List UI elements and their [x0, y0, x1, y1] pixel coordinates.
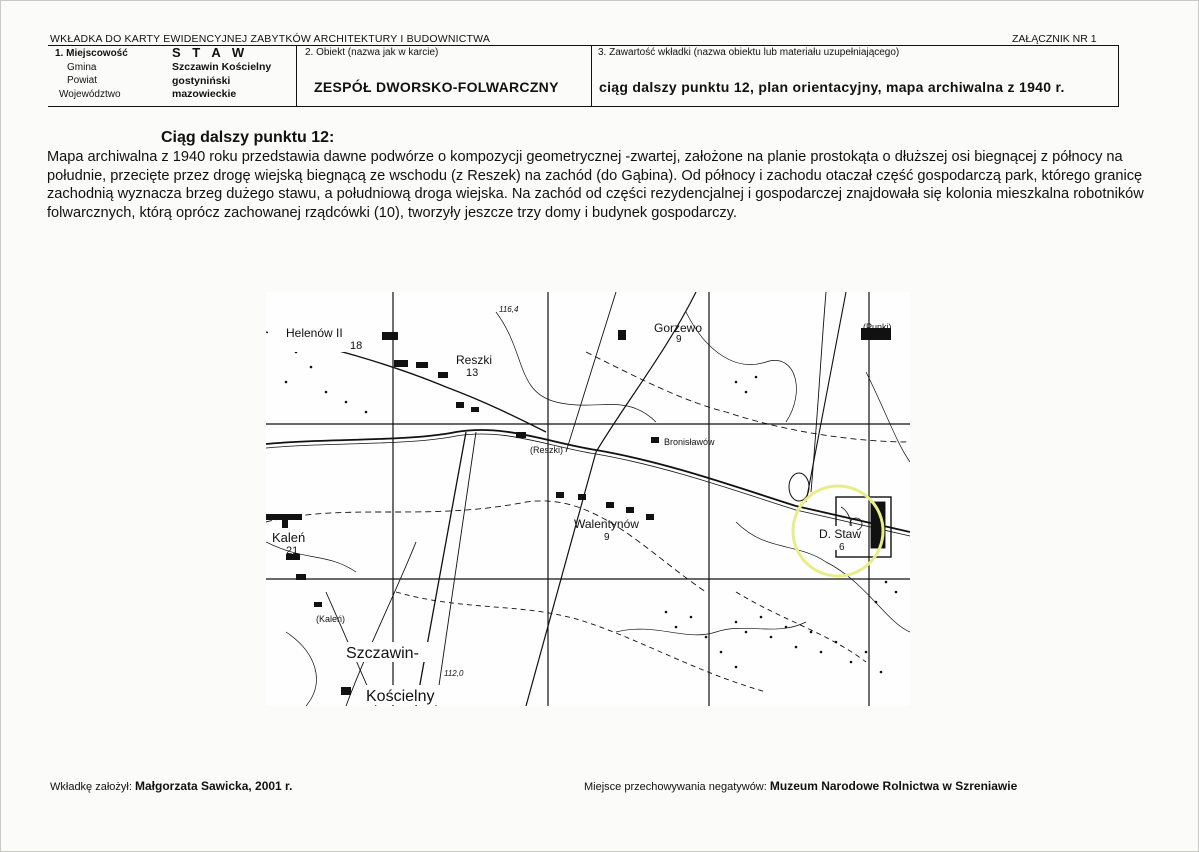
map-label-gorzewo-num: 9: [676, 334, 682, 345]
map-label-helenow: Helenów II: [286, 326, 343, 340]
map-label-kalen-num: 21: [286, 545, 299, 557]
location-values: [172, 45, 271, 102]
map-label-walentynow-num: 9: [604, 532, 610, 543]
archival-map: [266, 292, 910, 706]
map-label-helenow-num: 18: [350, 340, 363, 352]
map-label-reszki-num: 13: [466, 367, 479, 379]
footer-creator: [50, 779, 292, 793]
commune-label: Gmina: [67, 61, 97, 73]
map-drawing: [266, 292, 910, 706]
contents-value: ciąg dalszy punktu 12, plan orientacyjny, mapa archiwalna z 1940 r.: [599, 79, 1065, 95]
commune-value: Szczawin Kościelny: [172, 61, 272, 73]
contents-label: 3. Zawartość wkładki (nazwa obiektu lub materiału uzupełniającego): [598, 47, 900, 58]
place-value: S T A W: [172, 45, 249, 60]
map-label-staw: D. Staw: [819, 527, 862, 541]
description-paragraph: Mapa archiwalna z 1940 roku przedstawia dawne podwórze o kompozycji geometrycznej -zwartej, założone na planie prostokąta o dłuższej osi biegnącej z północy na południe, przecięte przez drogę wiejską biegnącą ze wschodu (z Reszek) na zachód (do Gąbina). Od północy i zachodu otaczał część gospodarczą park, którego granicę zachodnią wyznacza brzeg dużego stawu, a południową droga wiejska. Na zachód od części rezydencjalnej i gospodarczej znajdowała się kolonia mieszkalna robotników folwarcznych, którą oprócz zachowanej rządcówki (10), tworzyły jeszcze trzy domy i budynek gospodarczy.: [47, 149, 1144, 221]
form-title: WKŁADKA DO KARTY EWIDENCYJNEJ ZABYTKÓW ARCHITEKTURY I BUDOWNICTWA: [50, 33, 491, 45]
creator-name: Małgorzata Sawicka, 2001 r.: [134, 779, 293, 793]
map-label-koscielny: Kościelny: [366, 688, 435, 705]
map-label-walentynow: Walentynów: [574, 517, 639, 531]
map-label-reszki: Reszki: [456, 353, 493, 367]
object-label: 2. Obiekt (nazwa jak w karcie): [305, 47, 439, 58]
map-label-staw-num: 6: [839, 542, 845, 553]
county-value: gostyniński: [172, 74, 231, 87]
location-labels: [55, 47, 128, 101]
section-heading: Ciąg dalszy punktu 12:: [161, 129, 335, 146]
map-label-punki: (Punki): [863, 322, 892, 332]
map-label-szczawin: Szczawin-: [346, 645, 419, 662]
county-label: Powiat: [67, 75, 98, 86]
map-label-height-2: 112,0: [444, 669, 464, 678]
place-label: 1. Miejscowość: [55, 48, 128, 59]
object-name: ZESPÓŁ DWORSKO-FOLWARCZNY: [314, 79, 559, 95]
map-road: [416, 432, 466, 706]
map-label-kalen-small: (Kaleń): [316, 614, 346, 624]
voivodeship-label: Województwo: [59, 88, 121, 100]
map-label-gorzewo: Gorzewo: [654, 321, 703, 335]
creator-label: Wkładkę założył:: [50, 781, 132, 793]
map-label-height-1: 116,4: [499, 305, 519, 314]
storage-name: Muzeum Narodowe Rolnictwa w Szreniawie: [769, 779, 1018, 793]
map-label-reszki-small: (Reszki): [530, 445, 563, 455]
voivodeship-value: mazowieckie: [172, 88, 237, 100]
map-label-kalen: Kaleń: [272, 530, 306, 545]
footer-storage: [584, 779, 1017, 793]
annex-number: ZAŁĄCZNIK NR 1: [1012, 33, 1097, 45]
storage-label: Miejsce przechowywania negatywów:: [584, 781, 767, 793]
map-label-bronislawow: Bronisławów: [664, 437, 715, 447]
